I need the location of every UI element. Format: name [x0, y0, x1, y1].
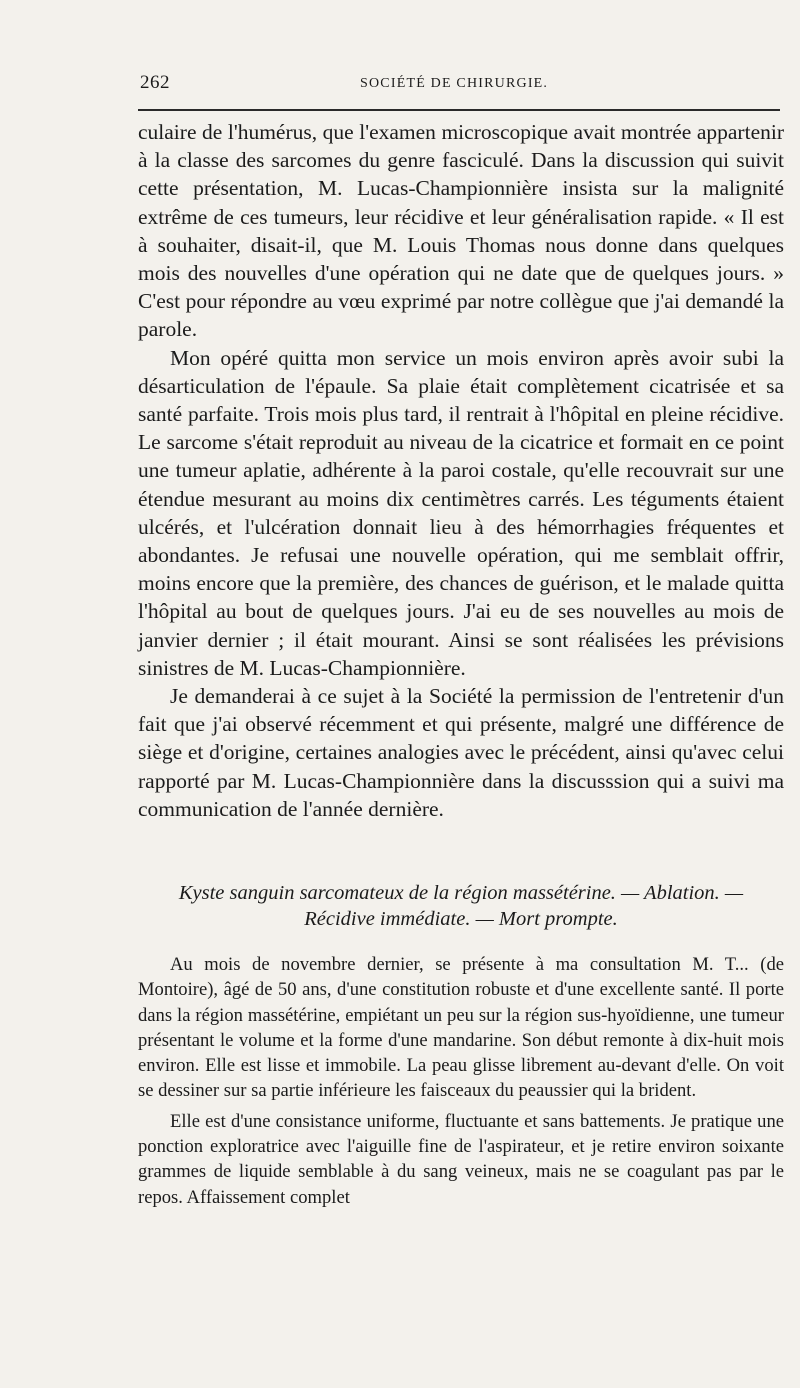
header-rule: [138, 109, 780, 111]
page-number: 262: [140, 72, 170, 93]
paragraph: Mon opéré quitta mon service un mois environ après avoir subi la désarticulation de l'épaule. Sa plaie était complètement cicatrisée et sa santé parfaite. Trois mois plus tard, il rentrait à l'hôpital en pleine récidive. Le sarcome s'était reproduit au niveau de la cicatrice et formait en ce point une tumeur aplatie, adhérente à la paroi costale, qu'elle recouvrait sur une étendue mesurant au moins dix centimètres carrés. Les téguments étaient ulcérés, et l'ulcération donnait lieu à des hémorrhagies fréquentes et abondantes. Je refusai une nouvelle opération, qui me semblait offrir, moins encore que la première, des chances de guérison, et le malade quitta l'hôpital au bout de quelques jours. J'ai eu de ses nouvelles au mois de janvier dernier ; il était mourant. Ainsi se sont réalisées les prévisions sinistres de M. Lucas-Championnière.: [138, 345, 784, 680]
paragraph: Au mois de novembre dernier, se présente à ma consultation M. T... (de Montoire), âgé de 50 ans, d'une constitution robuste et d'une excellente santé. Il porte dans la région massétérine, empiétant un peu sur la région sus-hyoïdienne, une tumeur présentant le volume et la forme d'une mandarine. Son début remonte à dix-huit mois environ. Elle est lisse et immobile. La peau glisse librement au-devant d'elle. On voit se dessiner sur sa partie inférieure les faisceaux du peaussier qui la brident.: [138, 954, 784, 1102]
main-text: [138, 118, 784, 823]
section-title: [138, 880, 784, 932]
paragraph: Je demanderai à ce sujet à la Société la permission de l'entretenir d'un fait que j'ai observé récemment et qui présente, malgré une différence de siège et d'origine, certaines analogies avec le précédent, ainsi qu'avec celui rapporté par M. Lucas-Championnière dans la discusssion qui a suivi ma communication de l'année dernière.: [138, 684, 784, 821]
paragraph: Elle est d'une consistance uniforme, fluctuante et sans battements. Je pratique une ponction exploratrice avec l'aiguille fine de l'aspirateur, et je retire environ soixante grammes de liquide semblable à du sang veineux, mais ne se coagulant pas par le repos. Affaissement complet: [138, 1110, 784, 1208]
section-title-line: Récidive immédiate. — Mort prompte.: [304, 908, 618, 930]
section-title-line: Kyste sanguin sarcomateux de la région massétérine. — Ablation. —: [178, 882, 744, 904]
running-header: SOCIÉTÉ DE CHIRURGIE.: [360, 76, 549, 91]
observation-text: [138, 952, 784, 1215]
paragraph: culaire de l'humérus, que l'examen microscopique avait montrée appartenir à la classe des sarcomes du genre fasciculé. Dans la discussion qui suivit cette présentation, M. Lucas-Championnière insista sur la malignité extrême de ces tumeurs, leur récidive et leur généralisation rapide. « Il est à souhaiter, disait-il, que M. Louis Thomas nous donne dans quelques mois des nouvelles d'une opération qui ne date que de quelques jours. » C'est pour répondre au vœu exprimé par notre collègue que j'ai demandé la parole.: [138, 120, 784, 342]
